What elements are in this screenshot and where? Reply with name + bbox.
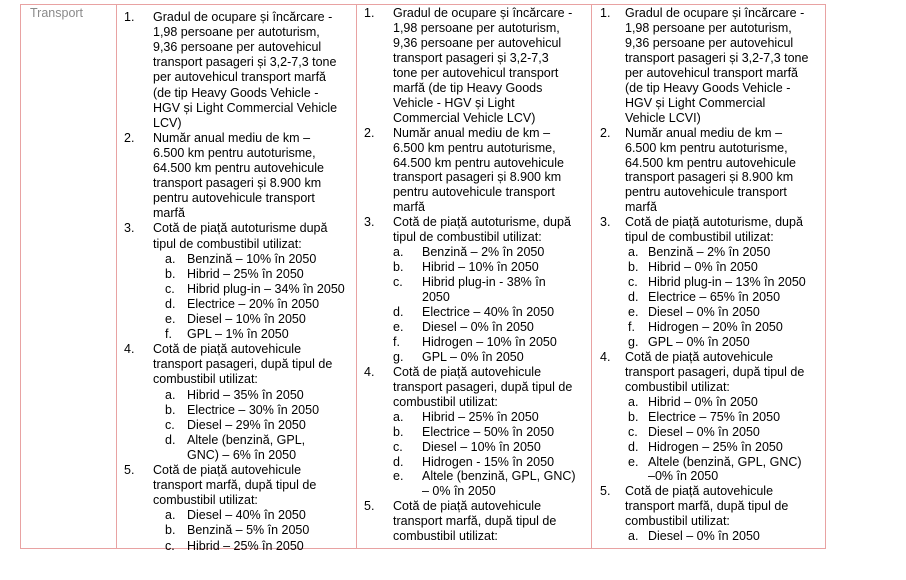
subitem-marker: e.: [393, 469, 404, 484]
item-text: Hibrid – 25% în 2050: [187, 538, 304, 553]
item-text: combustibil utilizat:: [153, 372, 258, 387]
table-bottom-border: [20, 548, 826, 549]
item-text: Hibrid – 35% în 2050: [187, 387, 304, 402]
item-text: Hidrogen – 20% în 2050: [648, 319, 783, 334]
item-number: 3.: [364, 215, 375, 230]
item-text: 6.500 km pentru autoturisme,: [153, 145, 316, 160]
item-text: 6.500 km pentru autoturisme,: [393, 140, 556, 155]
column-divider-3: [591, 4, 592, 549]
item-text: marfă (de tip Heavy Goods: [393, 80, 543, 95]
item-text: Benzină – 5% în 2050: [187, 523, 310, 538]
subitem-marker: e.: [165, 312, 176, 326]
item-text: combustibil utilizat:: [153, 493, 258, 508]
item-text: pentru autovehicule transport: [393, 185, 555, 200]
item-text: Hibrid – 25% în 2050: [422, 409, 539, 424]
item-text: Diesel – 29% în 2050: [187, 417, 306, 432]
item-text: transport pasageri, după tipul de: [153, 357, 333, 372]
subitem-marker: a.: [628, 394, 639, 409]
item-text: Altele (benzină, GPL,: [187, 432, 306, 447]
subitem-marker: f.: [165, 327, 172, 342]
item-text: Cotă de piață autovehicule: [393, 499, 542, 514]
subitem-marker: b.: [165, 266, 176, 281]
item-text: Hibrid plug-in – 13% în 2050: [648, 275, 806, 290]
subitem-marker: a.: [165, 508, 176, 523]
item-number: 2.: [600, 125, 611, 140]
item-text: transport pasageri și 8.900 km: [625, 170, 794, 185]
item-text: Cotă de piață autoturisme după: [153, 221, 328, 236]
item-number: 1.: [600, 6, 611, 20]
subitem-marker: d.: [628, 290, 639, 305]
item-text: Cotă de piață autovehicule: [393, 364, 542, 379]
subitem-marker: b.: [393, 424, 404, 439]
item-text: Diesel – 10% în 2050: [422, 439, 541, 454]
item-text: 6.500 km pentru autoturisme,: [625, 140, 788, 155]
item-text: Benzină – 10% în 2050: [187, 251, 317, 266]
subitem-marker: a.: [165, 387, 176, 402]
subitem-marker: e.: [393, 319, 404, 334]
item-text: Hibrid – 0% în 2050: [648, 260, 758, 275]
item-text: Altele (benzină, GPL, GNC): [648, 454, 802, 469]
item-text: GPL – 0% în 2050: [422, 349, 524, 364]
item-text: Cotă de piață autoturisme, după: [393, 215, 571, 230]
item-text: Diesel – 0% în 2050: [648, 529, 760, 544]
item-text: Diesel – 0% în 2050: [422, 319, 534, 334]
subitem-marker: b.: [628, 260, 639, 275]
subitem-marker: b.: [165, 523, 176, 538]
subitem-marker: c.: [393, 275, 403, 290]
item-text: combustibil utilizat:: [393, 394, 498, 409]
item-number: 4.: [364, 364, 375, 379]
subitem-marker: c.: [165, 538, 175, 553]
table-left-border: [20, 4, 21, 549]
item-text: Număr anual mediu de km –: [153, 130, 311, 145]
subitem-marker: d.: [628, 439, 639, 454]
item-text: marfă: [153, 206, 185, 221]
item-text: Cotă de piață autoturisme, după: [625, 215, 803, 230]
item-text: Electrice – 30% în 2050: [187, 402, 320, 417]
item-text: – 0% în 2050: [422, 484, 496, 499]
subitem-marker: g.: [628, 334, 639, 349]
item-text: GNC) – 6% în 2050: [187, 447, 297, 462]
item-number: 5.: [600, 484, 611, 499]
item-text: transport pasageri și 8.900 km: [393, 170, 562, 185]
item-number: 3.: [600, 215, 611, 230]
item-text: transport pasageri și 3,2-7,3 tone: [625, 50, 809, 65]
table-right-border: [825, 4, 826, 549]
item-text: Electrice – 40% în 2050: [422, 305, 555, 319]
item-text: transport pasageri și 8.900 km: [153, 176, 322, 191]
item-text: Benzină – 2% în 2050: [648, 245, 771, 260]
item-text: Vehicle - HGV și Light: [393, 95, 515, 110]
item-text: Hibrid – 0% în 2050: [648, 394, 758, 409]
item-text: GPL – 0% în 2050: [648, 334, 750, 349]
item-text: Hibrid – 25% în 2050: [187, 266, 304, 281]
item-text: Gradul de ocupare și încărcare -: [625, 6, 805, 20]
item-text: Altele (benzină, GPL, GNC): [422, 469, 576, 484]
table-top-border: [20, 4, 826, 5]
row-label-transport: Transport: [30, 6, 84, 20]
subitem-marker: d.: [393, 305, 404, 319]
item-text: HGV și Light Commercial Vehicle: [153, 100, 338, 115]
item-text: Electrice – 20% în 2050: [187, 296, 320, 311]
item-text: Hibrid plug-in – 34% în 2050: [187, 281, 345, 296]
item-text: tipul de combustibil utilizat:: [625, 230, 774, 245]
item-text: Hibrid – 10% în 2050: [422, 260, 539, 275]
item-text: marfă: [625, 200, 657, 215]
subitem-marker: c.: [628, 275, 638, 290]
item-text: Hidrogen – 10% în 2050: [422, 334, 557, 349]
item-text: marfă: [393, 200, 425, 215]
item-number: 5.: [364, 499, 375, 514]
item-text: 9,36 persoane per autovehicul: [153, 40, 322, 55]
item-text: Gradul de ocupare și încărcare -: [393, 6, 573, 20]
subitem-marker: f.: [628, 319, 635, 334]
subitem-marker: c.: [165, 417, 175, 432]
subitem-marker: g.: [393, 349, 404, 364]
subitem-marker: b.: [165, 402, 176, 417]
column-divider-2: [356, 4, 357, 549]
item-text: Diesel – 40% în 2050: [187, 508, 306, 523]
item-text: transport pasageri, după tipul de: [393, 379, 573, 394]
subitem-marker: d.: [165, 432, 176, 447]
item-text: Cotă de piață autovehicule: [625, 349, 774, 364]
subitem-marker: e.: [628, 454, 639, 469]
item-text: (de tip Heavy Goods Vehicle -: [153, 85, 319, 100]
subitem-marker: d.: [393, 454, 404, 469]
item-text: Diesel – 0% în 2050: [648, 305, 760, 319]
item-text: 9,36 persoane per autovehicul: [393, 35, 562, 50]
subitem-marker: f.: [393, 334, 400, 349]
item-number: 1.: [364, 6, 375, 20]
item-text: per autovehicul transport marfă: [153, 70, 327, 85]
item-text: 2050: [422, 290, 450, 305]
item-number: 2.: [364, 125, 375, 140]
item-number: 1.: [124, 10, 135, 24]
column-divider-1: [116, 4, 117, 549]
subitem-marker: a.: [393, 245, 404, 260]
item-text: 9,36 persoane per autovehicul: [625, 35, 794, 50]
subitem-marker: c.: [165, 281, 175, 296]
item-text: GPL – 1% în 2050: [187, 327, 289, 342]
subitem-marker: e.: [628, 305, 639, 319]
item-text: Cotă de piață autovehicule: [625, 484, 774, 499]
item-text: Hidrogen - 15% în 2050: [422, 454, 555, 469]
item-text: tipul de combustibil utilizat:: [153, 236, 302, 251]
item-text: 1,98 persoane per autoturism,: [153, 25, 320, 40]
subitem-marker: d.: [165, 296, 176, 311]
item-text: Benzină – 2% în 2050: [422, 245, 545, 260]
item-text: tipul de combustibil utilizat:: [393, 230, 542, 245]
item-text: –0% în 2050: [648, 469, 719, 484]
item-number: 3.: [124, 221, 135, 236]
item-text: transport pasageri și 3,2-7,3 tone: [153, 55, 337, 70]
subitem-marker: a.: [393, 409, 404, 424]
item-text: Cotă de piață autovehicule: [153, 342, 302, 357]
item-text: transport marfă, după tipul de: [625, 499, 789, 514]
subitem-marker: a.: [628, 245, 639, 260]
item-text: Electrice – 75% în 2050: [648, 409, 781, 424]
item-text: 64.500 km pentru autovehicule: [393, 155, 564, 170]
item-text: transport pasageri și 3,2-7,3: [393, 50, 549, 65]
subitem-marker: b.: [393, 260, 404, 275]
item-number: 4.: [600, 349, 611, 364]
item-text: per autovehicul transport marfă: [625, 65, 799, 80]
item-text: 1,98 persoane per autoturism,: [625, 20, 792, 35]
item-text: 64.500 km pentru autovehicule: [153, 161, 324, 175]
item-text: Electrice – 65% în 2050: [648, 290, 781, 305]
subitem-marker: a.: [628, 529, 639, 544]
item-number: 2.: [124, 130, 135, 145]
item-text: Diesel – 10% în 2050: [187, 312, 306, 326]
item-text: pentru autovehicule transport: [153, 191, 315, 206]
item-number: 5.: [124, 463, 135, 477]
item-text: Diesel – 0% în 2050: [648, 424, 760, 439]
item-text: LCV): [153, 115, 182, 130]
item-number: 4.: [124, 342, 135, 357]
item-text: Număr anual mediu de km –: [625, 125, 783, 140]
item-text: transport marfă, după tipul de: [393, 514, 557, 529]
item-text: Commercial Vehicle LCV): [393, 110, 536, 125]
item-text: transport pasageri, după tipul de: [625, 364, 805, 379]
item-text: 1,98 persoane per autoturism,: [393, 20, 560, 35]
item-text: combustibil utilizat:: [625, 379, 730, 394]
item-text: Gradul de ocupare și încărcare -: [153, 10, 333, 24]
item-text: Hidrogen – 25% în 2050: [648, 439, 783, 454]
item-text: Cotă de piață autovehicule: [153, 463, 302, 477]
item-text: combustibil utilizat:: [625, 514, 730, 529]
item-text: (de tip Heavy Goods Vehicle -: [625, 80, 791, 95]
item-text: HGV și Light Commercial: [625, 95, 766, 110]
item-text: transport marfă, după tipul de: [153, 478, 317, 493]
item-text: Număr anual mediu de km –: [393, 125, 551, 140]
item-text: pentru autovehicule transport: [625, 185, 787, 200]
subitem-marker: c.: [393, 439, 403, 454]
item-text: combustibil utilizat:: [393, 529, 498, 544]
item-text: tone per autovehicul transport: [393, 65, 559, 80]
item-text: Vehicle LCVI): [625, 110, 701, 125]
item-text: Electrice – 50% în 2050: [422, 424, 555, 439]
item-text: 64.500 km pentru autovehicule: [625, 155, 796, 170]
subitem-marker: c.: [628, 424, 638, 439]
subitem-marker: a.: [165, 251, 176, 266]
subitem-marker: b.: [628, 409, 639, 424]
item-text: Hibrid plug-in - 38% în: [422, 275, 546, 290]
